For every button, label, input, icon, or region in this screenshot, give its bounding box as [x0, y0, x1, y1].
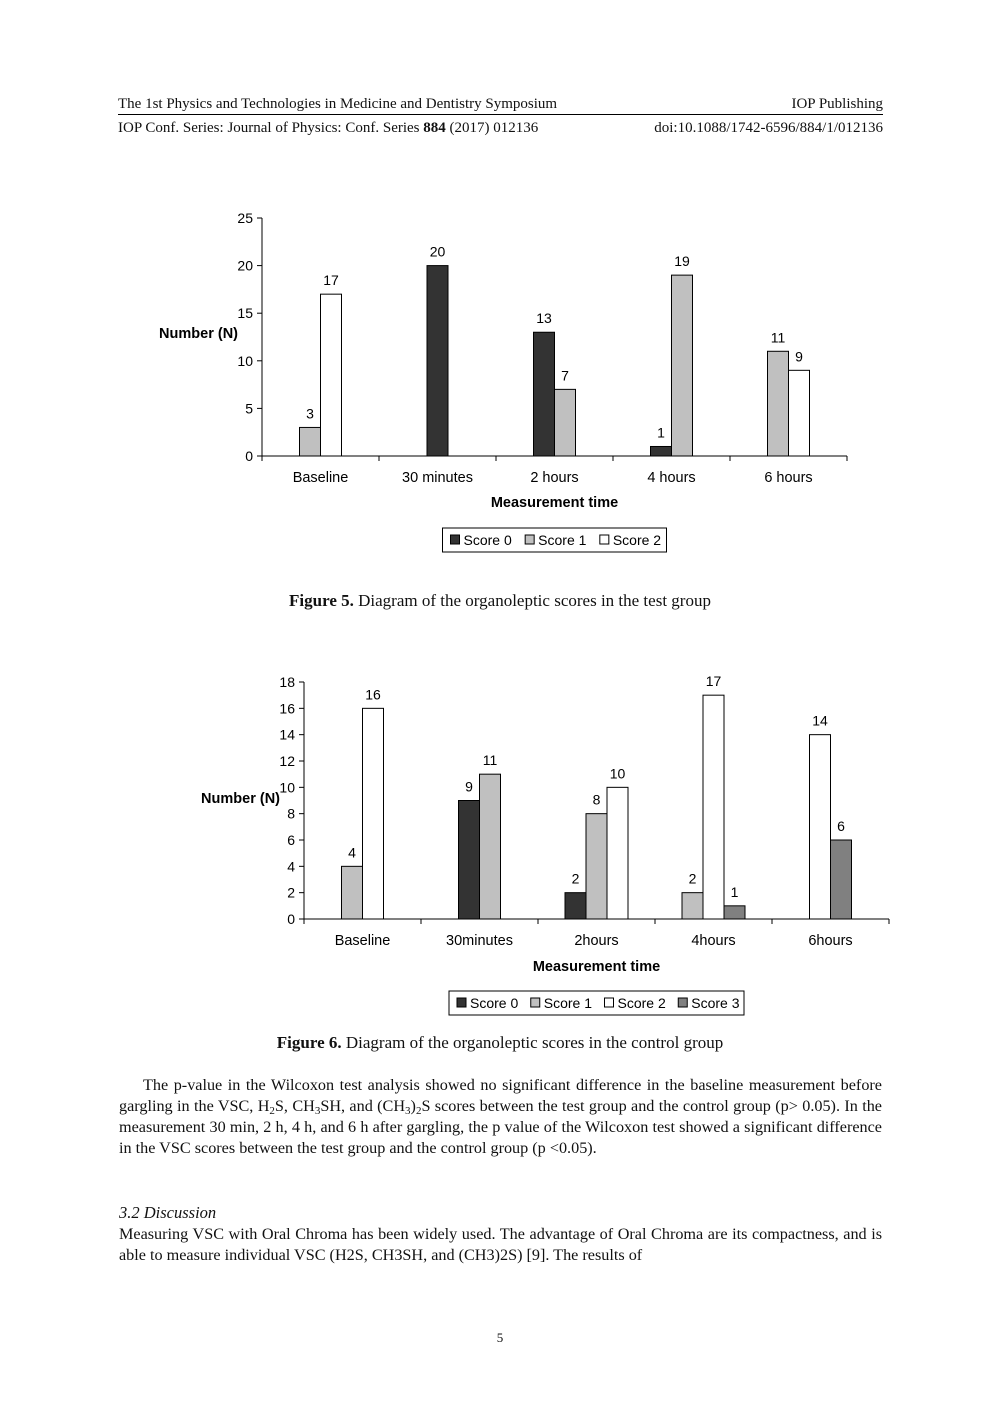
legend-swatch — [525, 535, 534, 544]
y-tick-label: 20 — [237, 257, 253, 274]
legend-swatch — [600, 535, 609, 544]
bar — [555, 389, 576, 456]
y-tick-label: 12 — [279, 753, 295, 769]
page-number: 5 — [496, 1330, 504, 1345]
legend-swatch — [531, 998, 540, 1007]
bar-value-label: 3 — [306, 405, 314, 422]
bar — [321, 294, 342, 456]
category-label: 30minutes — [446, 933, 513, 949]
category-label: 2hours — [574, 933, 619, 949]
section-heading: 3.2 Discussion — [119, 1203, 217, 1222]
discussion-paragraph: Measuring VSC with Oral Chroma has been widely used. The advantage of Oral Chroma are its compactness, and is able to measure individual VSC (H2S, CH3SH, and (CH3)2S) [9]. The results of — [119, 1225, 882, 1264]
bar — [459, 801, 480, 920]
bar — [768, 351, 789, 456]
y-tick-label: 10 — [237, 352, 253, 369]
bar-value-label: 4 — [348, 844, 356, 861]
y-tick-label: 0 — [245, 448, 253, 464]
y-tick-label: 2 — [287, 884, 295, 901]
legend-entry: Score 2 — [617, 995, 666, 1011]
legend-entry: Score 2 — [612, 532, 662, 548]
y-tick-label: 15 — [237, 305, 253, 322]
bar-value-label: 2 — [688, 870, 697, 887]
legend-entry: Score 0 — [470, 995, 519, 1011]
bar — [724, 906, 745, 919]
figure-6-chart — [0, 665, 1000, 1030]
bar — [651, 446, 672, 456]
y-axis-title: Number (N) — [201, 791, 280, 807]
bar-value-label: 17 — [705, 673, 722, 690]
bar-value-label: 14 — [812, 712, 828, 729]
legend-swatch — [678, 998, 687, 1007]
category-label: Baseline — [334, 933, 391, 949]
category-label: 6 hours — [764, 470, 813, 486]
bar-value-label: 17 — [323, 272, 339, 289]
results-paragraph: The p-value in the Wilcoxon test analysis showed no significant difference in the baseline measurement before gargling in the VSC, $H_2S$, $CH_3SH$, and $(CH_3)_2S$ scores between the test group and the control group (p> 0.05). In the measurement 30 min, 2 h, 4 h, and 6 h after gargling, the p value of the Wilcoxon test showed a significant difference in the VSC scores between the test group and the control group (p <0.05). — [119, 1076, 882, 1157]
bar-value-label: 8 — [592, 791, 601, 808]
category-label: 30 minutes — [402, 470, 473, 486]
legend-swatch — [457, 998, 466, 1007]
legend-entry: Score 0 — [463, 532, 512, 548]
bar — [682, 893, 703, 919]
bar-value-label: 1 — [730, 883, 739, 900]
y-axis-title: Number (N) — [159, 326, 238, 342]
header-rule — [118, 114, 883, 115]
bar-value-label: 10 — [609, 765, 626, 782]
bar — [672, 275, 693, 456]
bar-value-label: 11 — [770, 329, 786, 346]
bar-value-label: 16 — [365, 686, 381, 703]
category-label: 6hours — [808, 933, 853, 949]
legend-entry: Score 1 — [538, 532, 587, 548]
bar-value-label: 11 — [482, 752, 498, 769]
bar-value-label: 9 — [465, 778, 473, 795]
bar — [789, 370, 810, 456]
figure-5-chart — [0, 200, 1000, 570]
bar — [427, 266, 448, 456]
y-tick-label: 18 — [279, 674, 295, 690]
x-axis-title: Measurement time — [490, 495, 619, 511]
x-axis-title: Measurement time — [532, 959, 661, 975]
bar — [300, 427, 321, 456]
figure-5-caption: Figure 5. Diagram of the organoleptic scores in the test group — [289, 591, 711, 610]
category-label: 4 hours — [647, 470, 696, 486]
y-tick-label: 0 — [287, 911, 295, 927]
bar — [480, 774, 501, 919]
bar-value-label: 19 — [674, 253, 690, 270]
bar-value-label: 13 — [536, 310, 552, 327]
y-tick-label: 4 — [287, 858, 295, 875]
category-label: 2 hours — [530, 470, 579, 486]
bar-value-label: 20 — [429, 243, 446, 260]
y-tick-label: 14 — [279, 726, 295, 743]
bar — [703, 695, 724, 919]
y-tick-label: 25 — [237, 210, 253, 226]
bar-value-label: 1 — [657, 424, 665, 441]
bar — [831, 840, 852, 919]
y-tick-label: 8 — [287, 805, 295, 822]
bar — [342, 866, 363, 919]
category-label: Baseline — [292, 470, 349, 486]
bar — [607, 787, 628, 919]
legend-swatch — [451, 535, 460, 544]
y-tick-label: 6 — [287, 832, 295, 848]
legend-entry: Score 1 — [543, 995, 592, 1011]
bar-value-label: 9 — [795, 348, 803, 365]
running-header-series: IOP Conf. Series: Journal of Physics: Conf. Series 884 (2017) 012136 — [118, 120, 539, 136]
bar-value-label: 6 — [837, 818, 845, 834]
running-header-conference: The 1st Physics and Technologies in Medicine and Dentistry Symposium — [118, 96, 558, 112]
bar — [565, 893, 586, 919]
bar-value-label: 7 — [561, 367, 569, 384]
bar — [586, 814, 607, 919]
bar — [363, 708, 384, 919]
bar-value-label: 2 — [571, 870, 580, 887]
legend-swatch — [605, 998, 614, 1007]
running-header-publisher: IOP Publishing — [791, 96, 883, 112]
legend-entry: Score 3 — [691, 995, 740, 1011]
y-tick-label: 10 — [279, 779, 295, 796]
y-tick-label: 5 — [245, 400, 253, 417]
y-tick-label: 16 — [279, 700, 295, 717]
bar — [810, 735, 831, 919]
running-header-doi: doi:10.1088/1742-6596/884/1/012136 — [654, 120, 883, 136]
category-label: 4hours — [691, 933, 736, 949]
figure-6-caption: Figure 6. Diagram of the organoleptic scores in the control group — [276, 1033, 724, 1052]
bar — [534, 332, 555, 456]
